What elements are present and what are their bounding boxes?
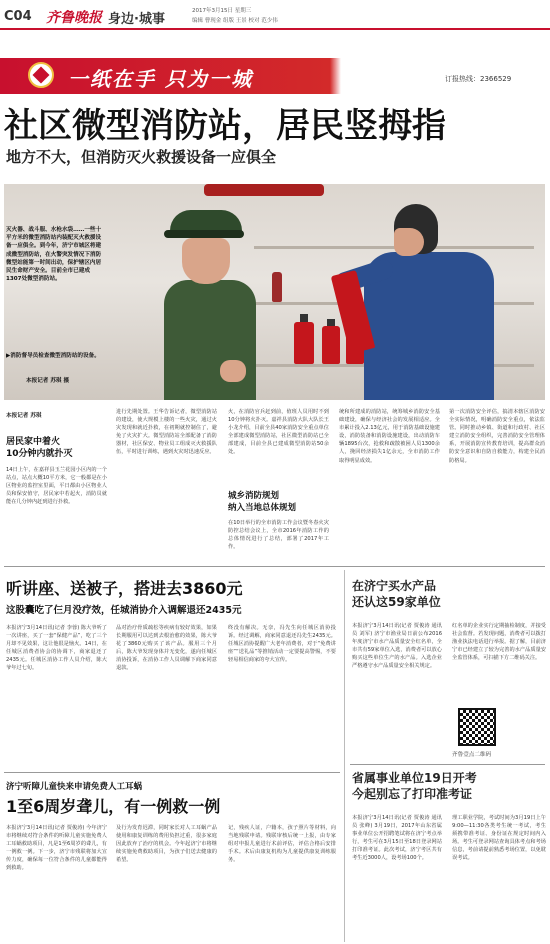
- lead-subtitle-2: 城乡消防规划 纳入当地总体规划: [228, 491, 297, 513]
- section-divider: [350, 764, 545, 765]
- lead-subtitle-1: 居民家中着火 10分钟内就扑灭: [6, 437, 73, 459]
- story2-column-3: 终没有解决。无奈，冯先生向任城区消协投诉。经过调解，商家同意退还冯先生2435元。任城区消协提醒广大老年消费者，对于“免费讲座”“送礼品”等推销活动一定要提高警惕，不要轻易相信商家的夸大宣传。: [228, 625, 336, 664]
- staff-credits: 编辑 曹现金 组版 王景 校对 范少伟: [192, 18, 278, 24]
- lead-column-3b: 在10日举行的全市消防工作会议暨冬春火灾防控总结会议上，全市2016年消防工作的总体情况进行了总结，部署了2017年工作。: [228, 520, 329, 551]
- story3-kicker: 济宁听障儿童快来申请免费人工耳蜗: [6, 782, 143, 792]
- section-divider: [4, 772, 340, 773]
- lead-column-4: 统和所建成的消防站，统筹城乡消防安全基础建设，确保与经济社会的发展相适应。全市累计投入2.13亿元，用于消防基础设施建设，消防装备和消防设施建设，出动消防车辆1895台次，抢救和疏散被困人员1300余人，挽回经济损失1亿余元，全市消防工作取得明显成效。: [339, 409, 440, 464]
- right-story1-column-1: 本报济宁3月14日讯(记者 贾俊涛 通讯员 刘军) 济宁市渔业局日前公布2016年度济宁市水产品质量安全红名单，全市共有59家单位入选，消费者可以放心购买这些单位生产的水产品。入选企业严格遵守水产品质量安全相关规定。: [352, 623, 442, 670]
- lead-photo: [4, 184, 545, 400]
- story2-column-2: 品对治疗骨质疏松等疾病有较好效果，如果长期服用可以达到去根治愈的效果，陈大爷花了3860元购买了该产品。服用三个月后，陈大爷发现身体并无变化，遂向任城区消协投诉，在消协工作人员调解下商家同意退款。: [116, 625, 217, 672]
- story2-column-1: 本报济宁3月14日讯(记者 李蓉) 陈大爷听了一次讲座，买了一套“保健产品”，吃了三个月却不见效果，这让他很是恼火。14日，在任城区消费者协会的协调下，商家退还了2435元。任城区消协工作人员介绍，陈大爷年过七旬。: [6, 625, 107, 672]
- paper-name: 齐鲁晚报: [46, 10, 102, 26]
- qr-code-icon[interactable]: [458, 708, 496, 746]
- subscribe-hotline: 订报热线：2366529: [445, 75, 512, 83]
- story2-title: 听讲座、送被子，搭进去3860元: [6, 579, 243, 598]
- lead-byline: 本报记者 苏琪: [6, 413, 42, 419]
- lead-column-2: 进行先期处置。王华告诉记者，微型消防站的建设，使大规模上楼的一些火灾，通过火灾发现和就近扑救，在初期就控制住了，避免了火灾扩大。微型消防站全部配备了消防器材，社区保安、物业员工组成灭火救援队伍，平时进行训练，遇到火灾时迅速反应。: [116, 409, 217, 456]
- lead-headline: 社区微型消防站，居民竖拇指: [4, 106, 446, 146]
- photo-caption-secondary: ▶消防督导员检查微型消防站的设备。: [6, 353, 100, 359]
- lead-subhead: 地方不大，但消防灭火救援设备一应俱全: [6, 148, 277, 166]
- column-divider: [344, 570, 345, 942]
- lead-column-1: 14日上午，在嘉祥县玉兰花园小区内的一个站点，站点大概10平方米，它一般都是在小区物业的监控室里面，平日都由小区物业人员和保安值守，居民家中若起火，消防员就能在几分钟内赶到进行扑救。: [6, 467, 107, 506]
- section-divider: [4, 566, 545, 567]
- story3-column-3: 记，残疾人证，户籍本，孩子照片等材料，向当地残联申请。残联审核后统一上报，由专家组对申报儿童进行术前评估，评估合格后安排手术。术后由康复机构为儿童提供康复训练服务。: [228, 825, 336, 864]
- right-story2-column-1: 本报济宁3月14日讯(记者 贾俊涛 通讯员 张峰) 3月19日，2017年山东省属事业单位公开招聘笔试将在济宁考点举行，考生可在3月15日至18日登录网站打印准考证。此次考试，济宁考区共有考生近3000人，设考场100个。: [352, 815, 442, 862]
- right-story2-title: 省属事业单位19日开考 今起别忘了打印准考证: [352, 771, 477, 801]
- lead-column-3: 火，在消防官兵赶到前，值班人员用时不到10分钟将火扑灭。嘉祥县消防大队大队长王小龙介绍，目前全县40家消防安全重点单位全部建成微型消防站，社区微型消防站已全部建成，目前全县已建成微型消防站50余处。: [228, 409, 329, 456]
- qr-caption: 齐鲁壹点二维码: [452, 752, 492, 758]
- section-name: 身边·城事: [108, 12, 165, 27]
- lead-column-5: 第一次消防安全评估，搞清本辖区消防安全实际情况，明确消防安全重点，依法监管。同时推动乡镇、街道和行政村、社区建立消防安全组织，完善消防安全管理体系，开展消防宣传教育培训，提高群众消防安全意识和自防自救能力，构建全民消防格局。: [449, 409, 545, 464]
- story3-column-1: 本报济宁3月14日讯(记者 贾俊涛) 今年济宁市将继续对符合条件的听障儿童实施免费人工耳蜗救助项目，凡是1至6周岁的聋儿，有一例救一例。下一步，济宁市残联将加大宣传力度，确保每一位符合条件的儿童都能得到救助。: [6, 825, 107, 872]
- banner-slogan: 一纸在手 只为一城: [68, 67, 253, 91]
- photo-credit: 本报记者 苏琪 摄: [26, 378, 70, 384]
- right-story1-column-2: 红名单的企业实行定期抽检制度，并接受社会监督。若发现问题，消费者可以拨打渔业执法电话进行举报。据了解，目前济宁市已经建立了较为完善的水产品质量安全监管体系，可扫描下方二维码关注。: [452, 623, 546, 662]
- right-story1-title: 在济宁买水产品 还认这59家单位: [352, 579, 441, 609]
- right-story2-column-2: 理工职业学院，考试时间为3月19日上午9:00—11:30各类考生统一考试，考生须携带准考证、身份证在规定时间内入场。考生可登录网站查询具体考点和考场信息，考前请提前熟悉考场位置，以免耽误考试。: [452, 815, 546, 862]
- issue-date: 2017年3月15日 星期三: [192, 8, 252, 14]
- officer-figure: [164, 210, 256, 400]
- page-code: C04: [4, 9, 32, 24]
- story3-column-2: 及行为发育迟滞，同时家长对人工耳蜗产品使用和康复训练的费用负担过重，很多家庭因此放弃了治疗的机会。今年起济宁市将继续实施免费救助项目，为孩子们送去健康的希望。: [116, 825, 217, 864]
- photo-caption: 灭火器、战斗服、水枪水袋……一些十平方米的微型消防站内装配灭火救援设备一应俱全。到今年，济宁市城区将建成微型消防站，在火警突发情况下消防微型站能第一时间出动，保护辖区内居民生命财产安全。目前全市已建成1307处微型消防站。: [6, 227, 102, 283]
- story3-title: 1至6周岁聋儿，有一例救一例: [6, 797, 221, 816]
- story2-subtitle: 这股囊吃了仨月没疗效，任城消协介入调解退还2435元: [6, 605, 242, 616]
- worker-figure: [354, 204, 494, 400]
